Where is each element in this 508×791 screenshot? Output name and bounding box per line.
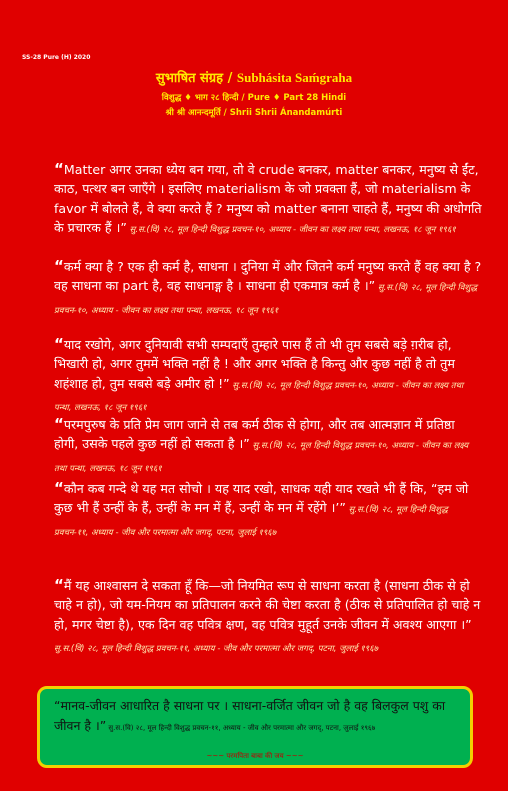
- quote-text: कर्म क्या है ? एक ही कर्म है, साधना । दुनिया में और जितने कर्म मनुष्य करते हैं वह क्या है ? वह साधना का part है, वह साधनाङ्ग है । साधना ही एकमात्र कर्म है ।”: [54, 259, 482, 294]
- quote-reference: सु.स.(वि) २८, मूल हिन्दी विशुद्ध प्रवचन-११, अध्याय - जीव और परमात्मा और जगद्, पटना, जुलाई १९६७: [54, 505, 448, 538]
- quote-text: कौन कब गन्दे थे यह मत सोचो । यह याद रखो, साधक यही याद रखते भी हैं कि, “हम जो कुछ भी हैं उन्हीं के हैं, उन्हीं के मन में हैं, उन्हीं के मन में रहेंगे ।’”: [54, 481, 469, 516]
- title-hindi: सुभाषित संग्रह: [155, 71, 224, 86]
- quote-mark: “: [54, 415, 64, 433]
- highlight-quote-reference: सु.स.(वि) २८, मूल हिन्दी विशुद्ध प्रवचन-११, अध्याय - जीव और परमात्मा और जगद्, पटना, जुलाई १९६७: [106, 724, 376, 732]
- quote-1: [54, 160, 482, 241]
- quote-text: Matter अगर उनका ध्येय बन गया, तो वे crude बनकर, matter बनकर, मनुष्य से ईंट, काठ, पत्थर बन जाएँगे । इसलिए materialism के जो प्रवक्ता हैं, जो materialism के favor में बोलते हैं, वे क्या करते हैं ? मनुष्य को matter बनाना चाहते हैं, मनुष्य की अधोगति के प्रचारक हैं ।”: [54, 162, 482, 236]
- quote-reference: सु.स.(वि) २८, मूल हिन्दी विशुद्ध प्रवचन-१०, अध्याय - जीवन का लक्ष्य तथा पन्था, लखनऊ, १८ जून १९६१: [54, 283, 478, 316]
- quote-text: याद रखोगे, अगर दुनियावी सभी सम्पदाएँ तुम्हारे पास हैं तो भी तुम सबसे बड़े ग़रीब हो, भिखारी हो, अगर तुममें भक्ति नहीं है ! और अगर भक्ति है किन्तु और कुछ नहीं है तो तुम शहंशाह हो, तुम सबसे बड़े अमीर हो !”: [54, 337, 455, 391]
- quote-mark: “: [54, 479, 64, 497]
- subtitle: विशुद्ध ♦ भाग २८ हिन्दी / Pure ♦ Part 28 Hindi: [161, 93, 347, 103]
- document-code: SS-28 Pure (H) 2020: [22, 54, 91, 61]
- quote-reference: सु.स.(वि) २८, मूल हिन्दी विशुद्ध प्रवचन-१०, अध्याय - जीवन का लक्ष्य तथा पन्था, लखनऊ, १८ जून १९६१: [54, 380, 464, 414]
- quote-mark: “: [54, 160, 64, 178]
- quote-5: [54, 479, 482, 543]
- title-english: Subhásita Saḿgraha: [236, 70, 353, 85]
- quote-6: [54, 576, 482, 660]
- highlight-quote-text: “मानव-जीवन आधारित है साधना पर । साधना-वर्जित जीवन जो है वह बिलकुल पशु का जीवन है ।”: [54, 698, 446, 733]
- title-separator: /: [223, 71, 237, 86]
- footer-salutation: ~~~ परमपिता बाबा की जय ~~~: [206, 752, 304, 760]
- page-title: [0, 68, 508, 86]
- quote-reference: सु.स.(वि) २८, मूल हिन्दी विशुद्ध प्रवचन-११, अध्याय - जीव और परमात्मा और जगद्, पटना, जुलाई १९६७: [54, 644, 379, 655]
- quote-mark: “: [54, 576, 64, 594]
- highlight-quote: [54, 696, 464, 738]
- quote-4: [54, 415, 482, 479]
- quote-3: [54, 335, 482, 419]
- quote-2: [54, 257, 482, 321]
- quote-reference: सु.स.(वि) २८, मूल हिन्दी विशुद्ध प्रवचन-१०, अध्याय - जीवन का लक्ष्य तथा पन्था, लखनऊ, १८ जून १९६१: [54, 441, 469, 474]
- quote-mark: “: [54, 335, 64, 353]
- highlight-quote-box: [37, 686, 473, 768]
- quote-mark: “: [54, 257, 64, 275]
- author-line: श्री श्री आनन्दमूर्ति / Shrii Shrii Ánandamúrti: [165, 108, 343, 118]
- quote-text: मैं यह आश्वासन दे सकता हूँ कि—जो नियमित रूप से साधना करता है (साधना ठीक से हो चाहे न हो), जो यम-नियम का प्रतिपालन करने की चेष्टा करता है (ठीक से प्रतिपालित हो चाहे न हो, मगर चेष्टा है), एक दिन वह पवित्र क्षण, वह पवित्र मुहूर्त उनके जीवन में अवश्य आएगा ।”: [54, 578, 481, 632]
- quote-text: परमपुरुष के प्रति प्रेम जाग जाने से तब कर्म ठीक से होगा, और तब आत्मज्ञान में प्रतिष्ठा होगी, उसके पहले कुछ नहीं हो सकता है ।”: [54, 417, 455, 452]
- quote-reference: सु.स.(वि) २८, मूल हिन्दी विशुद्ध प्रवचन-१०, अध्याय - जीवन का लक्ष्य तथा पन्था, लखनऊ, १८ जून १९६१: [126, 225, 456, 236]
